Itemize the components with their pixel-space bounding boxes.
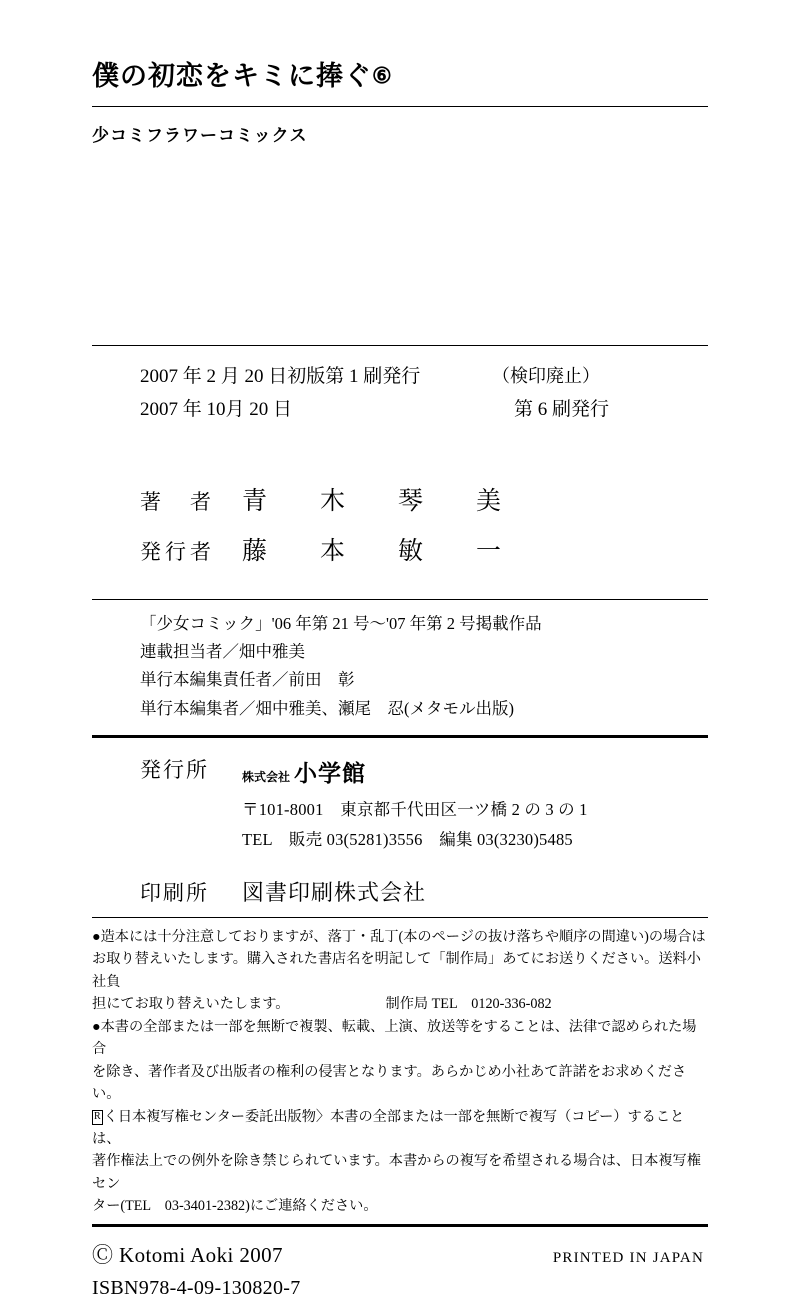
reprint-label: 第 6 刷発行: [514, 399, 610, 421]
printer-name: 図書印刷株式会社: [242, 880, 427, 905]
serialization-credits: [92, 600, 708, 736]
legal-paragraph-3-line-2: 著作権法上での例外を除き禁じられています。本書からの複写を希望される場合は、日本複写権セン: [92, 1153, 701, 1192]
footer-row: [92, 1239, 708, 1269]
publisher-address: 〒101-8001 東京都千代田区一ツ橋 2 の 3 の 1: [242, 800, 588, 819]
credit-line: 単行本編集者／畑中雅美、瀬尾 忍(メタモル出版): [140, 698, 514, 718]
legal-paragraph-1-line-2: お取り替えいたします。購入された書店名を明記して「制作局」あてにお送りください。送料小社負: [92, 951, 701, 990]
publisher-house-label: 発行所: [140, 758, 209, 782]
author-row: [92, 477, 708, 527]
credit-line: 「少女コミック」'06 年第 21 号〜'07 年第 2 号掲載作品: [140, 613, 542, 633]
header-divider: [92, 106, 708, 107]
legal-paragraph-1-line-3: [92, 993, 708, 1015]
publication-dates: [92, 346, 708, 435]
publisher-person-row: [92, 527, 708, 577]
page-title: [92, 60, 708, 94]
publisher-house-body: [242, 754, 588, 850]
publisher-house-row: [92, 754, 708, 850]
seal-note: （検印廃止）: [492, 366, 600, 386]
publisher-label: 発行者: [140, 539, 215, 564]
reprint-date: 2007 年 10月 20 日: [140, 399, 293, 421]
book-title-text: 僕の初恋をキミに捧ぐ: [92, 61, 372, 91]
legal-paragraph-2-line-2: を除き、著作者及び出版者の権利の侵害となります。あらかじめ小社あて許諾をお求めください。: [92, 1063, 687, 1103]
legal-paragraph-3-line-1-text: く日本複写権センター委託出版物〉本書の全部または一部を無断で複写（コピー）することは、: [92, 1108, 685, 1147]
printer-row: [92, 876, 708, 907]
colophon-block: [92, 345, 708, 1300]
author-name: 青 木 琴 美: [242, 487, 516, 515]
page-header: [92, 60, 708, 146]
page-footer: [92, 1227, 708, 1300]
publisher-house-name-text: 小学館: [294, 761, 367, 786]
publisher-info: [92, 738, 708, 917]
legal-notices: [92, 918, 708, 1224]
legal-paragraph-2-line-1: ●本書の全部または一部を無断で複製、転載、上演、放送等をすることは、法律で認められた場合: [92, 1018, 697, 1058]
printed-in-japan: PRINTED IN JAPAN: [552, 1249, 704, 1266]
isbn: ISBN978-4-09-130820-7: [92, 1276, 301, 1299]
author-publisher-names: [92, 435, 708, 599]
kabushiki-gaisha-label: 株式会社: [242, 770, 291, 784]
series-label: 少コミフラワーコミックス: [92, 125, 308, 145]
first-edition-date: 2007 年 2 月 20 日初版第 1 刷発行: [140, 366, 421, 387]
volume-badge: ⑥: [372, 63, 393, 88]
legal-paragraph-1-line-3-text: 担にてお取り替えいたします。: [92, 996, 290, 1013]
copyright-notice: Ⓒ Kotomi Aoki 2007: [92, 1242, 283, 1267]
publisher-name: 藤 本 敏 一: [242, 537, 516, 565]
publisher-house-name: [242, 755, 588, 788]
credit-line: 単行本編集責任者／前田 彰: [140, 670, 355, 690]
legal-paragraph-3-line-3: ター(TEL 03-3401-2382)にご連絡ください。: [92, 1198, 378, 1215]
reprint-row: [92, 393, 708, 426]
credit-line: 連載担当者／畑中雅美: [140, 641, 305, 661]
reprographic-rights-mark-icon: R: [92, 1110, 103, 1125]
publisher-telephone: TEL 販売 03(5281)3556 編集 03(3230)5485: [242, 830, 573, 849]
printer-label: 印刷所: [140, 881, 209, 905]
legal-paragraph-1-line-1: ●造本には十分注意しておりますが、落丁・乱丁(本のページの抜け落ちや順序の間違い)の場合は: [92, 929, 706, 945]
author-label: 著 者: [140, 489, 215, 514]
legal-paragraph-3-line-1: [92, 1106, 708, 1151]
first-edition-row: [92, 360, 708, 393]
production-dept-tel: 制作局 TEL 0120-336-082: [385, 996, 552, 1013]
